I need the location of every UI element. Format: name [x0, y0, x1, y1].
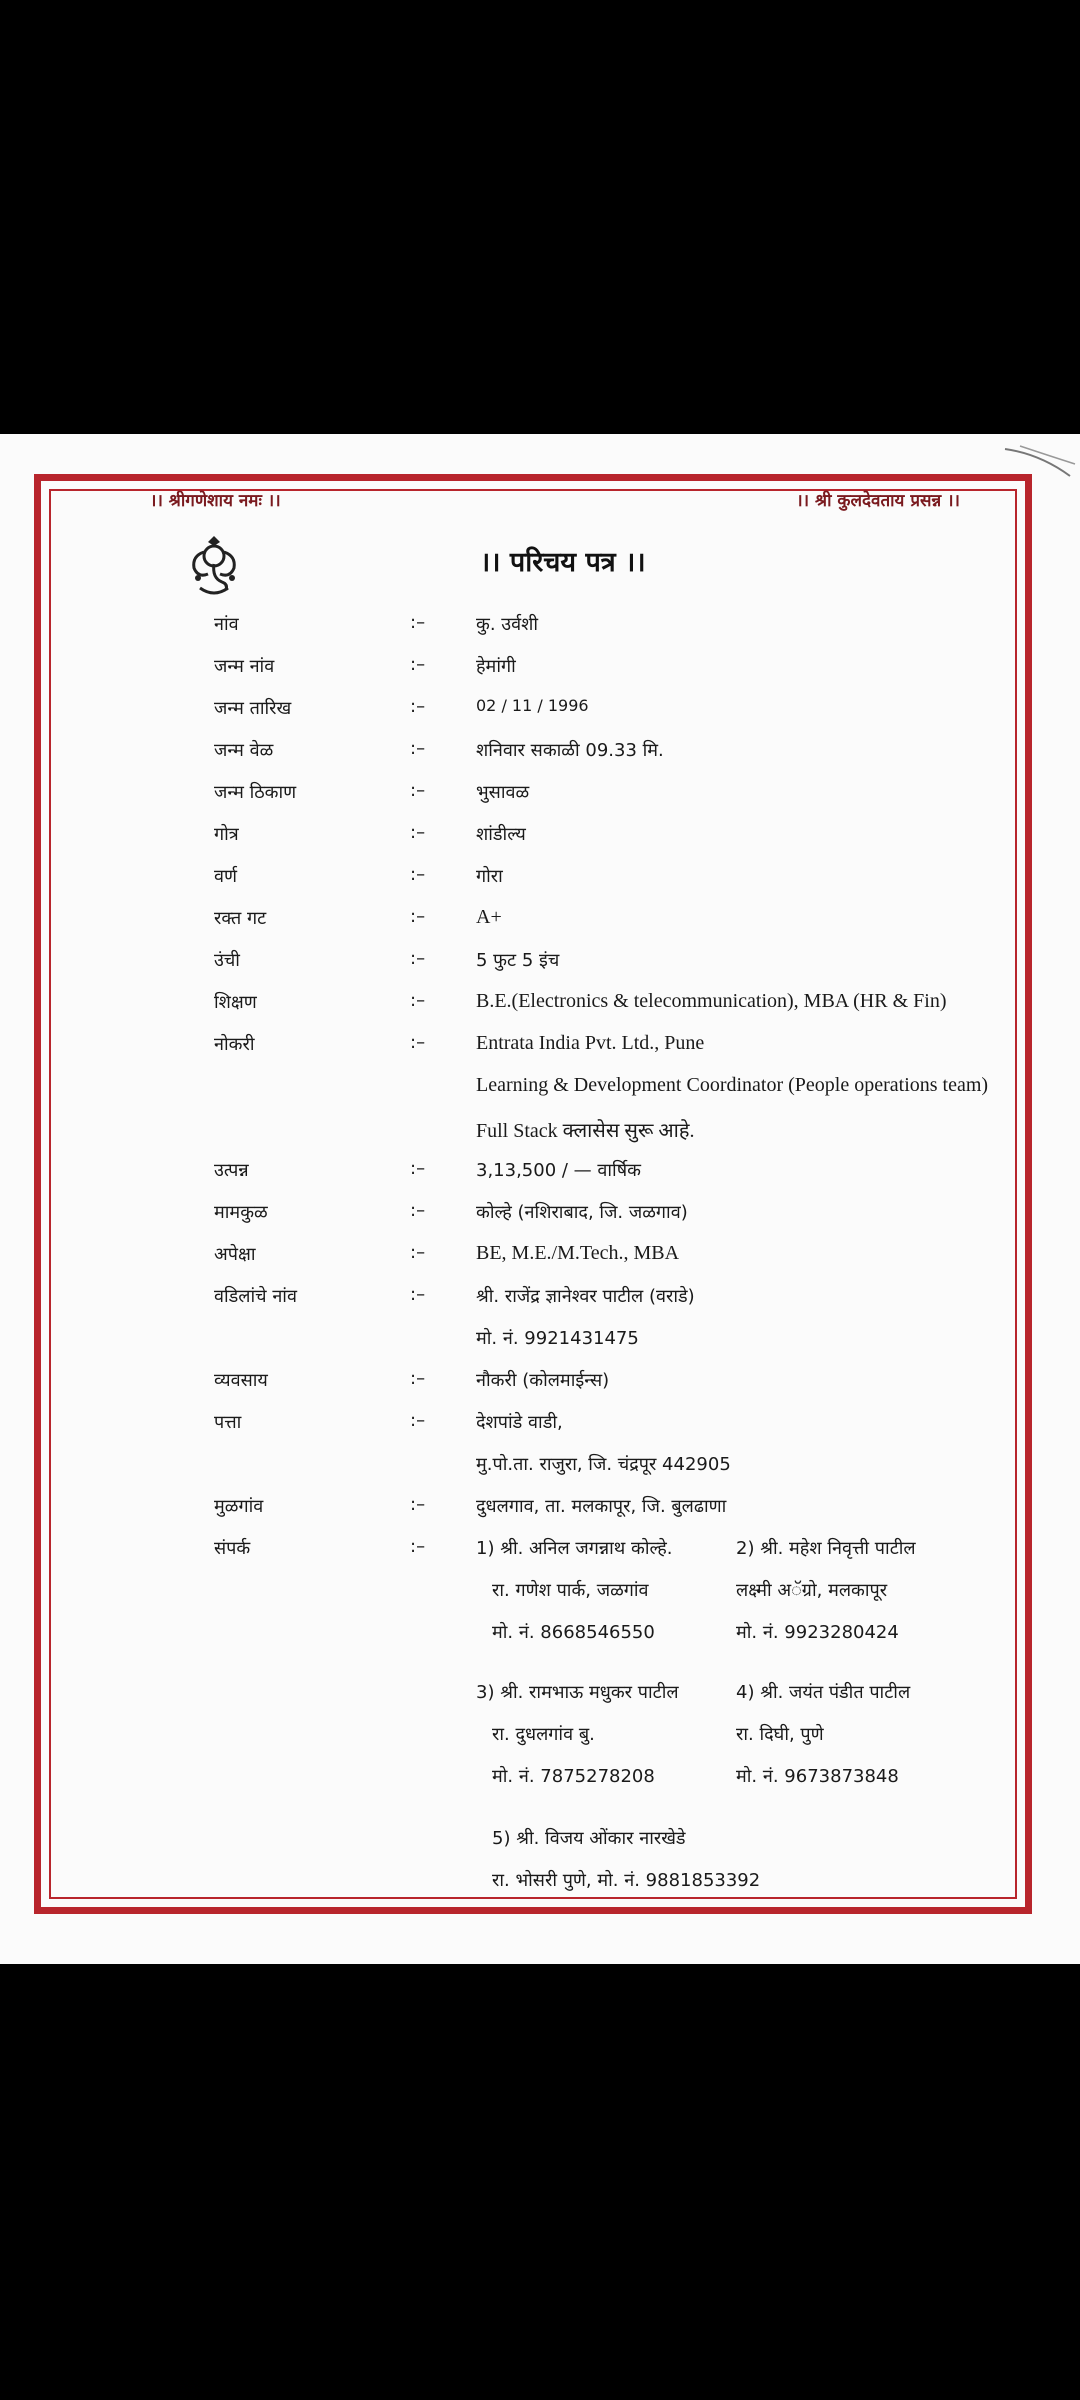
label: वडिलांचे नांव	[214, 1286, 297, 1307]
row-father-phone	[0, 1326, 1080, 1360]
page-title: ।। परिचय पत्र ।।	[480, 547, 646, 578]
contact-4-phone: मो. नं. 9673873848	[736, 1766, 899, 1787]
value: शनिवार सकाळी 09.33 मि.	[476, 740, 664, 761]
label: जन्म ठिकाण	[214, 782, 297, 803]
value: देशपांडे वाडी,	[476, 1412, 563, 1433]
value: Learning & Development Coordinator (People operations team)	[476, 1074, 989, 1096]
label: नांव	[214, 614, 239, 635]
separator: :–	[410, 906, 426, 927]
row-birth-place	[0, 780, 1080, 814]
row-job-line3	[0, 1116, 1080, 1150]
separator: :–	[410, 1284, 426, 1305]
value: कोल्हे (नशिराबाद, जि. जळगाव)	[476, 1202, 688, 1223]
contact-5-name: 5) श्री. विजय ओंकार नारखेडे	[492, 1828, 686, 1849]
separator: :–	[410, 1368, 426, 1389]
separator: :–	[410, 1410, 426, 1431]
ganesha-icon	[180, 530, 248, 602]
separator: :–	[410, 1032, 426, 1053]
label: वर्ण	[214, 866, 238, 887]
separator: :–	[410, 612, 426, 633]
separator: :–	[410, 948, 426, 969]
label: पत्ता	[214, 1412, 242, 1433]
separator: :–	[410, 864, 426, 885]
contact-3-name: 3) श्री. रामभाऊ मधुकर पाटील	[476, 1682, 679, 1703]
label: व्यवसाय	[214, 1370, 268, 1391]
label: जन्म नांव	[214, 656, 275, 677]
row-name	[0, 612, 1080, 646]
contact-4-place: रा. दिघी, पुणे	[736, 1724, 824, 1745]
row-occupation	[0, 1368, 1080, 1402]
row-complexion	[0, 864, 1080, 898]
row-job	[0, 1032, 1080, 1066]
value: नौकरी (कोलमाईन्स)	[476, 1370, 610, 1391]
row-father	[0, 1284, 1080, 1318]
row-expectation	[0, 1242, 1080, 1276]
row-gotra	[0, 822, 1080, 856]
contact-1-phone: मो. नं. 8668546550	[492, 1622, 655, 1643]
label: अपेक्षा	[214, 1244, 256, 1265]
separator: :–	[410, 1242, 426, 1263]
label: जन्म तारिख	[214, 698, 292, 719]
value: दुधलगाव, ता. मलकापूर, जि. बुलढाणा	[476, 1496, 727, 1517]
label: उत्पन्न	[214, 1160, 249, 1181]
row-birth-date	[0, 696, 1080, 730]
value: श्री. राजेंद्र ज्ञानेश्वर पाटील (वराडे)	[476, 1286, 695, 1307]
value: मु.पो.ता. राजुरा, जि. चंद्रपूर 442905	[476, 1454, 731, 1475]
separator: :–	[410, 822, 426, 843]
contact-4-name: 4) श्री. जयंत पंडीत पाटील	[736, 1682, 911, 1703]
separator: :–	[410, 990, 426, 1011]
contact-5-place: रा. भोसरी पुणे, मो. नं. 9881853392	[492, 1870, 761, 1891]
row-job-line2	[0, 1074, 1080, 1108]
row-education	[0, 990, 1080, 1024]
label: रक्त गट	[214, 908, 267, 929]
contact-3-place: रा. दुधलगांव बु.	[492, 1724, 595, 1745]
value: कु. उर्वशी	[476, 614, 539, 635]
label: गोत्र	[214, 824, 239, 845]
separator: :–	[410, 696, 426, 717]
value: हेमांगी	[476, 656, 516, 677]
row-address-line2	[0, 1452, 1080, 1486]
row-height	[0, 948, 1080, 982]
value: A+	[476, 906, 502, 928]
separator: :–	[410, 780, 426, 801]
separator: :–	[410, 1494, 426, 1515]
label: नोकरी	[214, 1034, 255, 1055]
contact-2-name: 2) श्री. महेश निवृत्ती पाटील	[736, 1538, 916, 1559]
value: 3,13,500 / — वार्षिक	[476, 1160, 641, 1181]
value: B.E.(Electronics & telecommunication), MBA (HR & Fin)	[476, 990, 947, 1012]
row-maternal	[0, 1200, 1080, 1234]
row-address	[0, 1410, 1080, 1444]
invocation-right: ।। श्री कुलदेवताय प्रसन्न ।।	[796, 491, 960, 511]
value: Entrata India Pvt. Ltd., Pune	[476, 1032, 705, 1054]
separator: :–	[410, 1536, 426, 1557]
label: मुळगांव	[214, 1496, 264, 1517]
value: 5 फुट 5 इंच	[476, 950, 560, 971]
label: शिक्षण	[214, 992, 257, 1013]
row-native	[0, 1494, 1080, 1528]
contact-1-name: 1) श्री. अनिल जगन्नाथ कोल्हे.	[476, 1538, 673, 1559]
label: मामकुळ	[214, 1202, 268, 1223]
contact-3-phone: मो. नं. 7875278208	[492, 1766, 655, 1787]
value: शांडील्य	[476, 824, 526, 845]
contact-2-phone: मो. नं. 9923280424	[736, 1622, 899, 1643]
label: जन्म वेळ	[214, 740, 274, 761]
row-birth-time	[0, 738, 1080, 772]
document-page	[0, 434, 1080, 1964]
value: Full Stack क्लासेस सुरू आहे.	[476, 1120, 695, 1142]
separator: :–	[410, 738, 426, 759]
row-birth-name	[0, 654, 1080, 688]
separator: :–	[410, 1158, 426, 1179]
row-blood-group	[0, 906, 1080, 940]
separator: :–	[410, 654, 426, 675]
value: मो. नं. 9921431475	[476, 1328, 639, 1349]
value: BE, M.E./M.Tech., MBA	[476, 1242, 680, 1264]
separator: :–	[410, 1200, 426, 1221]
value: भुसावळ	[476, 782, 530, 803]
contact-1-place: रा. गणेश पार्क, जळगांव	[492, 1580, 649, 1601]
label: उंची	[214, 950, 240, 971]
label: संपर्क	[214, 1538, 251, 1559]
value: गोरा	[476, 866, 503, 887]
contact-2-place: लक्ष्मी अॅग्रो, मलकापूर	[736, 1580, 888, 1601]
value: 02 / 11 / 1996	[476, 696, 589, 715]
invocation-left: ।। श्रीगणेशाय नमः ।।	[150, 491, 281, 511]
row-income	[0, 1158, 1080, 1192]
